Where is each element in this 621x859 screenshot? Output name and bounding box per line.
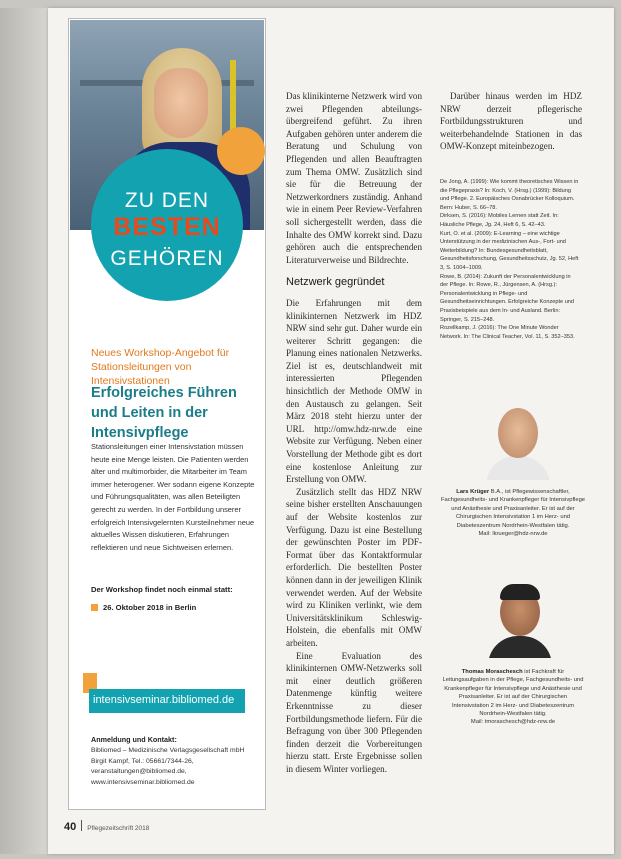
reference-item: Dirksen, S. (2016): Mobiles Lernen statt Zeit. In: Häusliche Pflege, Jg. 24, Heft 6, S. 42–43. xyxy=(440,213,559,228)
ad-woman-face xyxy=(154,68,208,138)
article-column-middle xyxy=(286,90,422,775)
references-list xyxy=(440,178,580,341)
reference-item: De Jong, A. (1999): Wie kommt theoretisches Wissen in die Pflegepraxis? In: Koch, V. (Hrsg.) (1999): Bildung und Pflege. 2. Europäisches Osnabrücker Kolloquium. Bern: Huber, S. 66–78. xyxy=(440,179,579,211)
article-paragraph: Darüber hinaus werden im HDZ NRW derzeit pflegerische Fortbildungsstrukturen und weiterbehandelnde Stationen in das OMW-Konzept miteinbezogen. xyxy=(440,91,582,152)
ad-body-text: Stationsleitungen einer Intensivstation müssen heute eine Menge leisten. Die Patienten werden älter und multimorbider, die Mitarbeiter im Team immer heterogener. Wer sodann eigene Konzepte und Führungsqualitäten, was allen Beteiligten gerecht zu werden. In der Fortbildung unserer erfolgreich Intensivgelernten Kursteilnehmer neue aktuelles Wissen diskutieren, Erfahrungen reflektieren und neue Sichtweisen erlernen. xyxy=(91,442,255,552)
ad-headline-line-2: BESTEN xyxy=(113,213,221,241)
author-portrait-1 xyxy=(486,404,550,480)
ad-contact xyxy=(91,735,263,788)
author-portrait-2 xyxy=(488,582,552,658)
orange-square-icon xyxy=(91,604,98,611)
ad-contact-title: Anmeldung und Kontakt: xyxy=(91,735,177,744)
ad-contact-line: Birgit Kampf, Tel.: 05661/7344-26, xyxy=(91,757,194,765)
ad-workshop-note: Der Workshop findet noch einmal statt: xyxy=(91,585,233,594)
portrait-hair xyxy=(500,584,540,600)
portrait-shirt xyxy=(488,636,552,658)
ad-contact-email[interactable]: veranstaltungen@bibliomed.de, xyxy=(91,768,187,776)
author-email[interactable]: Mail: tmoraschesch@hdz-nrw.de xyxy=(470,719,556,726)
binding-fold xyxy=(0,8,48,854)
ad-contact-website[interactable]: www.intensivseminar.bibliomed.de xyxy=(91,778,195,786)
page-footer xyxy=(64,820,149,833)
ad-date-text: 26. Oktober 2018 in Berlin xyxy=(103,603,197,612)
author-name: Thomas Moraschesch xyxy=(461,669,523,675)
reference-item: Rowe, B. (2014): Zukunft der Personalentwicklung in der Pflege. In: Rowe, R., Jürgensen, A. (Hrsg.): Personalentwicklung in Pflege- und Gesundheitseinrichtungen. Erfolgreiche Konzepte und Praxisbeispiele aus dem In- und Ausland. Berlin: Springer, S. 215–248. xyxy=(440,273,575,323)
ad-url-link[interactable]: intensivseminar.bibliomed.de xyxy=(93,694,235,706)
portrait-shirt xyxy=(486,456,550,480)
author-description: ist Fachkraft für Leitungsaufgaben in der Pflege, Fachgesundheits- und Krankenpfleger für Intensivpflege und Anästhesie und Praxisanleiter. Er ist auf der Chirurgischen Intensivstation 2 im Herz- und Diabeteszentrum Nordrhein-Westfalen tätig. xyxy=(442,669,584,718)
article-paragraph: Die Erfahrungen mit dem klinikinternen Netzwerk im HDZ NRW sind sehr gut. Daher wurde ein weiterer Schritt gegangen: die Planung eines nationalen Netzwerks. Ziel ist es, deutschlandweit mit interessierten Pflegenden hinsichtlich der Methode OMW in den Austausch zu gelangen. Seit März 2018 steht hierzu unter der URL http://omw.hdz-nrw.de eine Website zur Verfügung. Neben einer Vorstellung der Methode gibt es dort eine kostenlose Anleitung zur Erstellung von OMW. xyxy=(286,297,422,485)
portrait-face xyxy=(498,408,538,458)
ad-subline: Neues Workshop-Angebot für Stationsleitungen von Intensivstationen xyxy=(91,347,230,387)
ad-contact-line: Bibliomed – Medizinische Verlagsgesellschaft mbH xyxy=(91,747,245,755)
article-paragraph: Zusätzlich stellt das HDZ NRW seine bisher erstellten Anschauungen auf der Website kostenlos zur Verfügung. Dazu ist eine Bestellung der gewünschten Poster im PDF-Format über das Kontaktformular erforderlich. Die bestellten Poster können dann in der jeweiligen Klinik verwendet werden. Auf der Website wird zu Kliniken verlinkt, wie dem Universitätsklinikum Schleswig-Holstein, die ebenfalls mit OMW arbeiten. xyxy=(286,486,422,648)
ad-orange-circle xyxy=(217,127,265,175)
author-description: B.A., ist Pflegewissenschaftler, Fachgesundheits- und Krankenpfleger für Intensivpflege und Anästhesie und Praxisanleiter. Er ist auf der Chirurgischen Intensivstation 1 im Herz- und Diabeteszentrum Nordrhein-Westfalen tätig. xyxy=(440,489,586,529)
ad-headline-line-3: GEHÖREN xyxy=(110,247,224,270)
ad-workshop-date xyxy=(91,603,263,612)
reference-item: Kurt, O. et al. (2009): E-Learning – eine wichtige Unterstützung in der medizinischen Aus-, Fort- und Weiterbildung? In: Bundesgesundheitsblatt, Gesundheitsforschung, Gesundheitsschutz, Jg. 52, Heft 3, S. 1004–1009. xyxy=(440,230,579,271)
ad-title: Erfolgreiches Führen und Leiten in der Intensivpflege xyxy=(91,385,237,441)
magazine-page xyxy=(48,8,614,854)
workshop-advertisement xyxy=(68,18,266,810)
author-name: Lars Krüger xyxy=(456,489,490,495)
article-paragraph: Eine Evaluation des klinikinternen OMW-Netzwerks soll mit einer deutlich größeren Datenmenge künftig weitere Erkenntnisse zu dieser Fortbildungsmethode liefern. Für die Befragung von über 300 Pflegenden finden derzeit die Vorbereitungen hierzu statt. Erste Ergebnisse sollen in diesem Winter vorliegen. xyxy=(286,650,422,774)
ad-headline-line-1: ZU DEN xyxy=(124,189,210,212)
author-bio-1 xyxy=(440,488,586,538)
section-heading: Netzwerk gegründet xyxy=(286,276,385,289)
page-number: 40 xyxy=(64,821,77,833)
author-email[interactable]: Mail: lkrueger@hdz-nrw.de xyxy=(478,531,548,538)
article-intro-paragraph: Das klinikinterne Netzwerk wird von zwei Pflegenden abteilungs-übergreifend geführt. Zu ihren Aufgaben gehören unter anderem die Beratung und Schulung von Pflegenden und allen Beauftragten zum Thema OMW. Zusätzlich sind sie für die Betreuung der Netzwerkordners zuständig. Anhand wie in einem Peer Review-Verfahren soll sichergestellt werden, dass die Inhalte des OMW korrekt sind. Dazu gehören auch die entsprechenden Literaturverweise und Bildrechte. xyxy=(286,91,422,265)
author-bio-2 xyxy=(440,668,586,727)
footer-separator xyxy=(81,820,82,831)
reference-item: Rozellkamp, J. (2016): The One Minute Wonder Network. In: The Clinical Teacher, Vol. 11, S. 352–353. xyxy=(440,325,575,340)
article-column-right xyxy=(440,90,582,153)
magazine-name: Pflegezeitschrift 2018 xyxy=(87,825,150,832)
